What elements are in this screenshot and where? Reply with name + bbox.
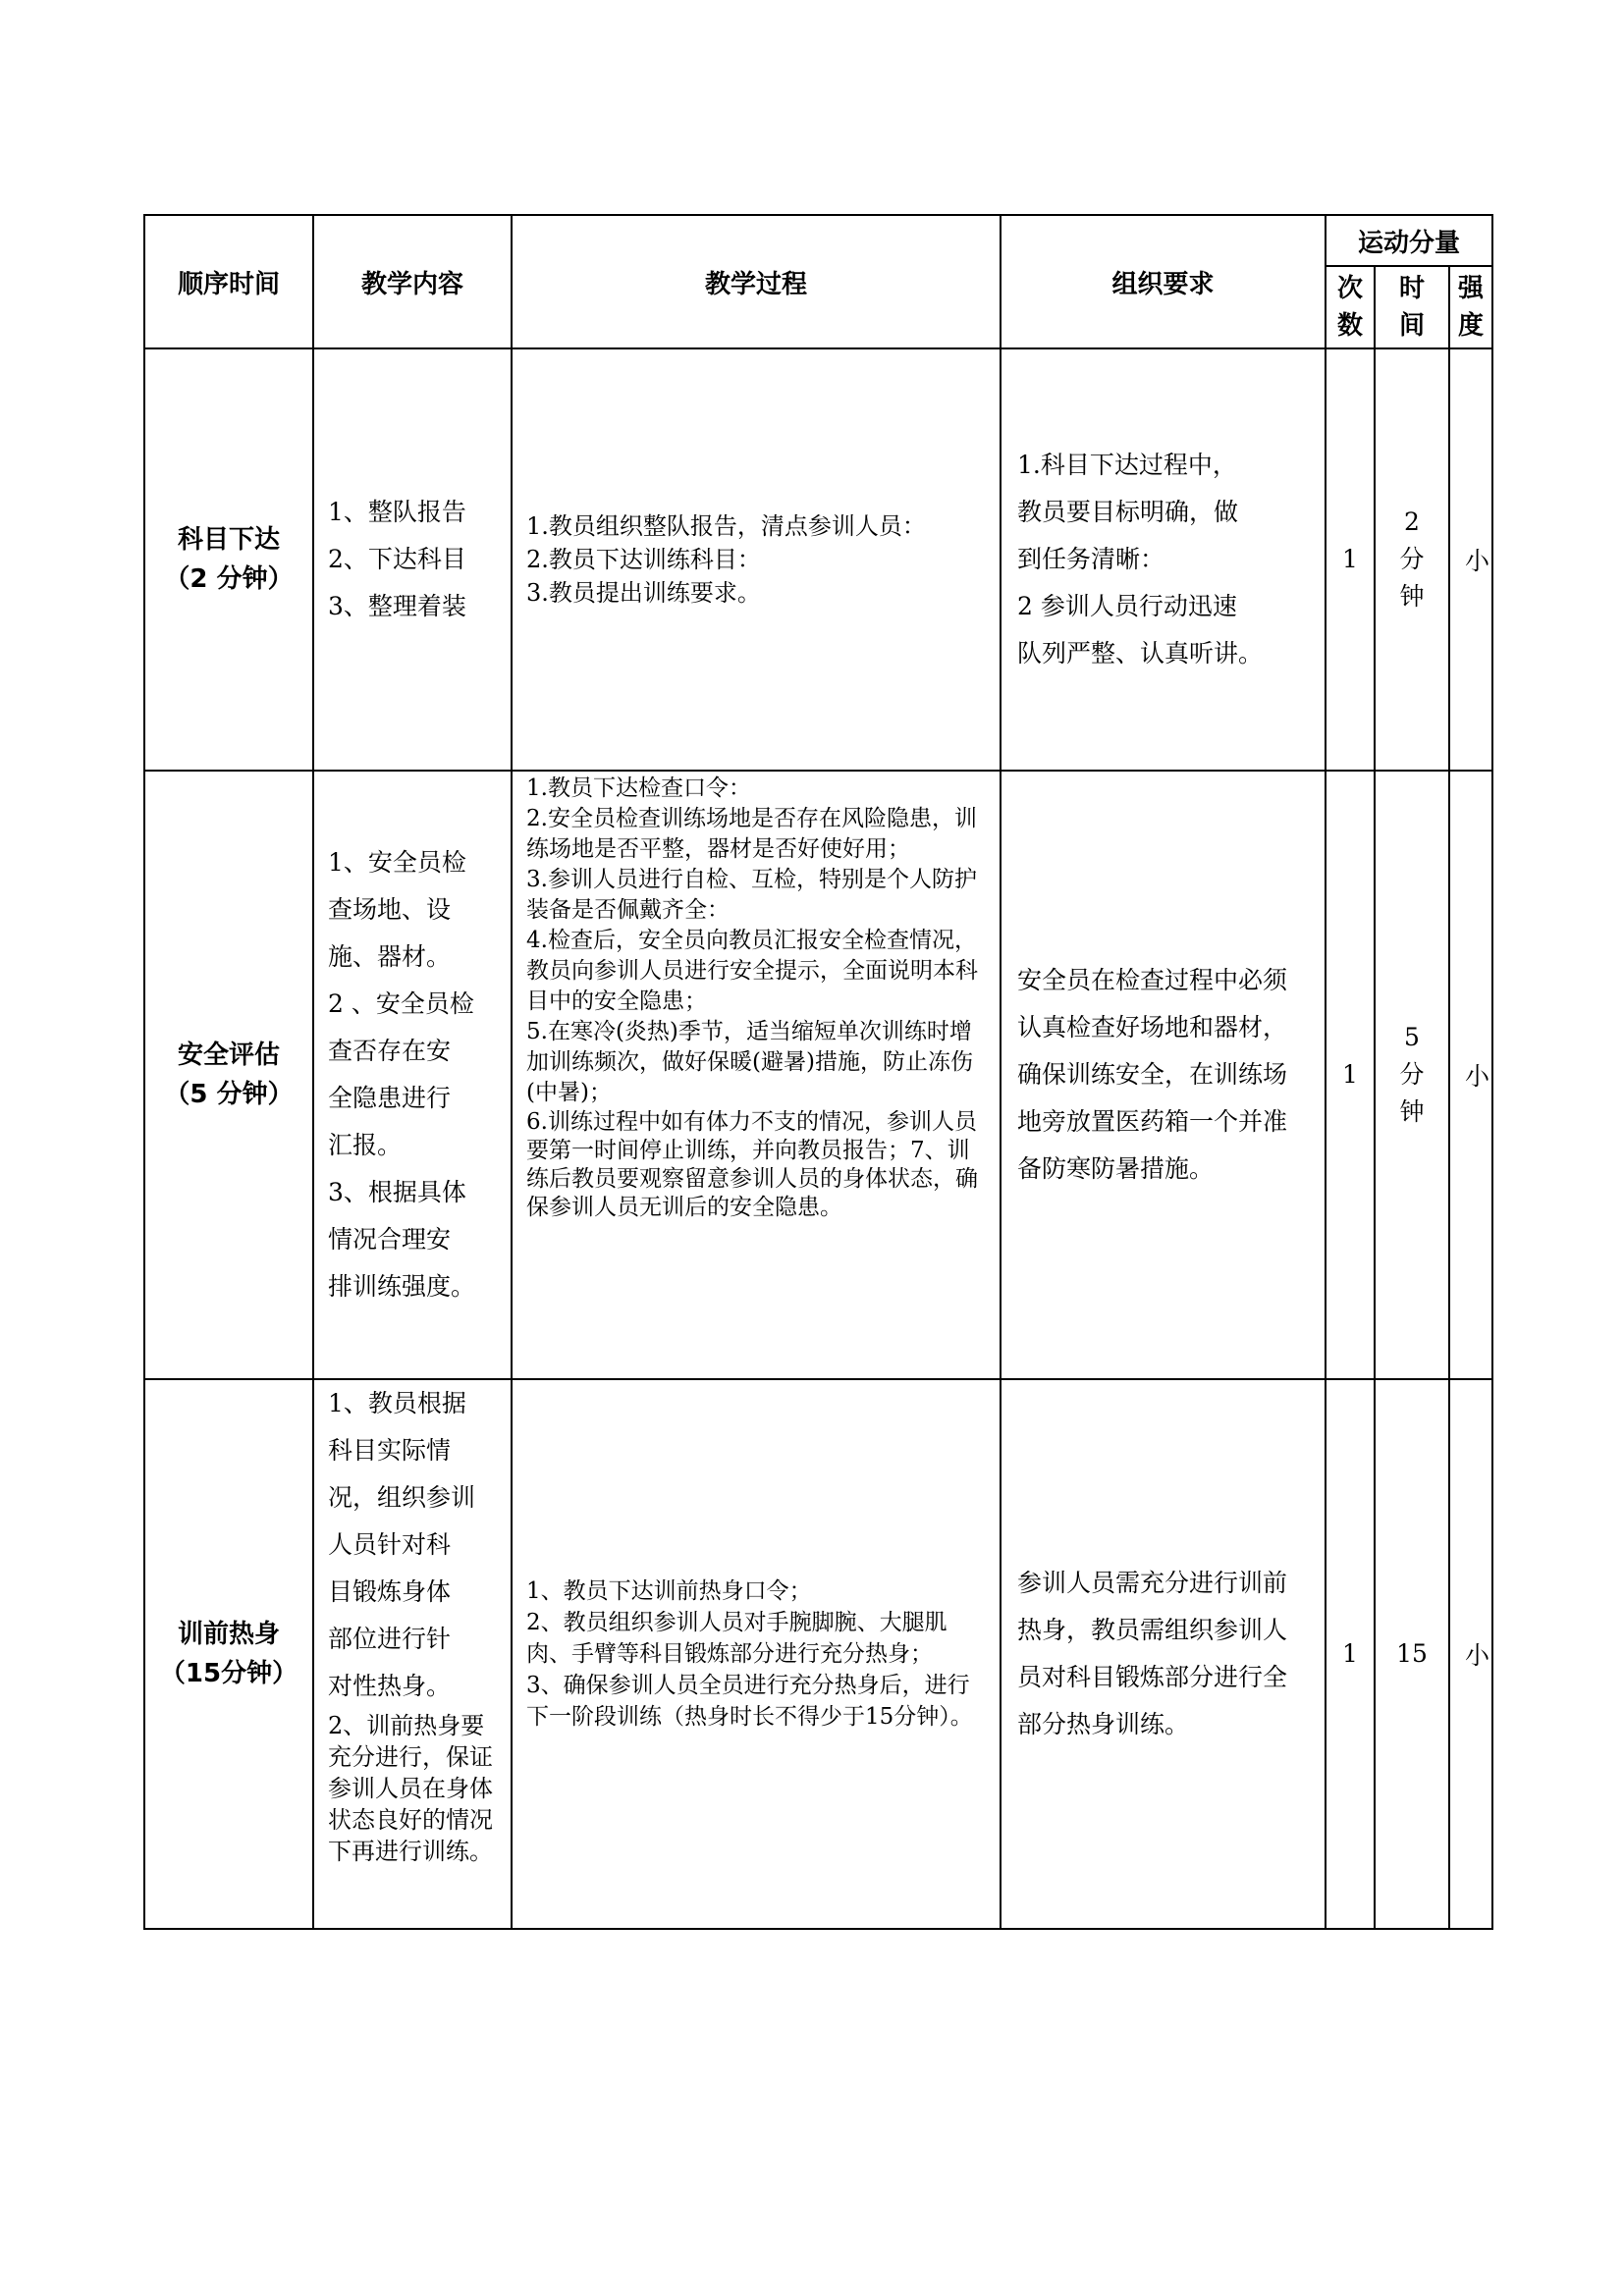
row-intensity: 小 — [1449, 1379, 1492, 1929]
row-times: 1 — [1326, 348, 1375, 771]
row-process: 1、教员下达训前热身口令； 2、教员组织参训人员对手腕脚腕、大腿肌肉、手臂等科目锻炼部分进行充分热身； 3、确保参训人员全员进行充分热身后，进行下一阶段训练（热身时长不得少于15分钟）。 — [512, 1379, 1001, 1929]
row-process: 1.教员下达检查口令： 2.安全员检查训练场地是否存在风险隐患，训练场地是否平整，器材是否好使好用； 3.参训人员进行自检、互检，特别是个人防护装备是否佩戴齐全： 4.检查后，安全员向教员汇报安全检查情况，教员向参训人员进行安全提示，全面说明本科目中的安全隐患； 5.在寒冷(炎热)季节，适当缩短单次训练时增加训练频次，做好保暖(避暑)措施，防止冻伤(中暑)； 6.训练过程中如有体力不支的情况，参训人员要第一时间停止训练，并向教员报告；7、训练后教员要观察留意参训人员的身体状态，确保参训人员无训后的安全隐患。 — [512, 771, 1001, 1379]
row-title: 安全评估 （5 分钟） — [144, 771, 313, 1379]
row-time: 2 分 钟 — [1375, 348, 1449, 771]
row-content: 1、安全员检 查场地、设 施、器材。 2 、安全员检 查否存在安 全隐患进行 汇报。 3、根据具体 情况合理安 排训练强度。 — [313, 771, 512, 1379]
header-requirements: 组织要求 — [1001, 215, 1326, 348]
header-duration: 时 间 — [1375, 266, 1449, 348]
header-content: 教学内容 — [313, 215, 512, 348]
row-intensity: 小 — [1449, 348, 1492, 771]
header-exercise-load: 运动分量 — [1326, 215, 1492, 266]
header-times: 次 数 — [1326, 266, 1375, 348]
row-content: 1、整队报告 2、下达科目 3、整理着装 — [313, 348, 512, 771]
row-title: 科目下达 （2 分钟） — [144, 348, 313, 771]
row-intensity: 小 — [1449, 771, 1492, 1379]
row-time: 5 分 钟 — [1375, 771, 1449, 1379]
row-requirements: 安全员在检查过程中必须认真检查好场地和器材，确保训练安全，在训练场地旁放置医药箱一个并准备防寒防暑措施。 — [1001, 771, 1326, 1379]
table-row — [144, 1379, 1492, 1929]
header-order-time: 顺序时间 — [144, 215, 313, 348]
row-requirements: 参训人员需充分进行训前热身，教员需组织参训人员对科目锻炼部分进行全部分热身训练。 — [1001, 1379, 1326, 1929]
row-times: 1 — [1326, 1379, 1375, 1929]
row-title: 训前热身 （15分钟） — [144, 1379, 313, 1929]
training-plan-table — [143, 214, 1493, 1930]
table-row — [144, 348, 1492, 771]
row-content: 1、教员根据 科目实际情 况，组织参训 人员针对科 目锻炼身体 部位进行针 对性热身。 2、训前热身要充分进行，保证参训人员在身体状态良好的情况下再进行训练。 — [313, 1379, 512, 1929]
header-intensity: 强 度 — [1449, 266, 1492, 348]
row-times: 1 — [1326, 771, 1375, 1379]
header-process: 教学过程 — [512, 215, 1001, 348]
row-process: 1.教员组织整队报告，清点参训人员： 2.教员下达训练科目： 3.教员提出训练要求。 — [512, 348, 1001, 771]
row-requirements: 1.科目下达过程中， 教员要目标明确，做 到任务清晰： 2 参训人员行动迅速 队列严整、认真听讲。 — [1001, 348, 1326, 771]
table-row — [144, 771, 1492, 1379]
row-time: 15 — [1375, 1379, 1449, 1929]
